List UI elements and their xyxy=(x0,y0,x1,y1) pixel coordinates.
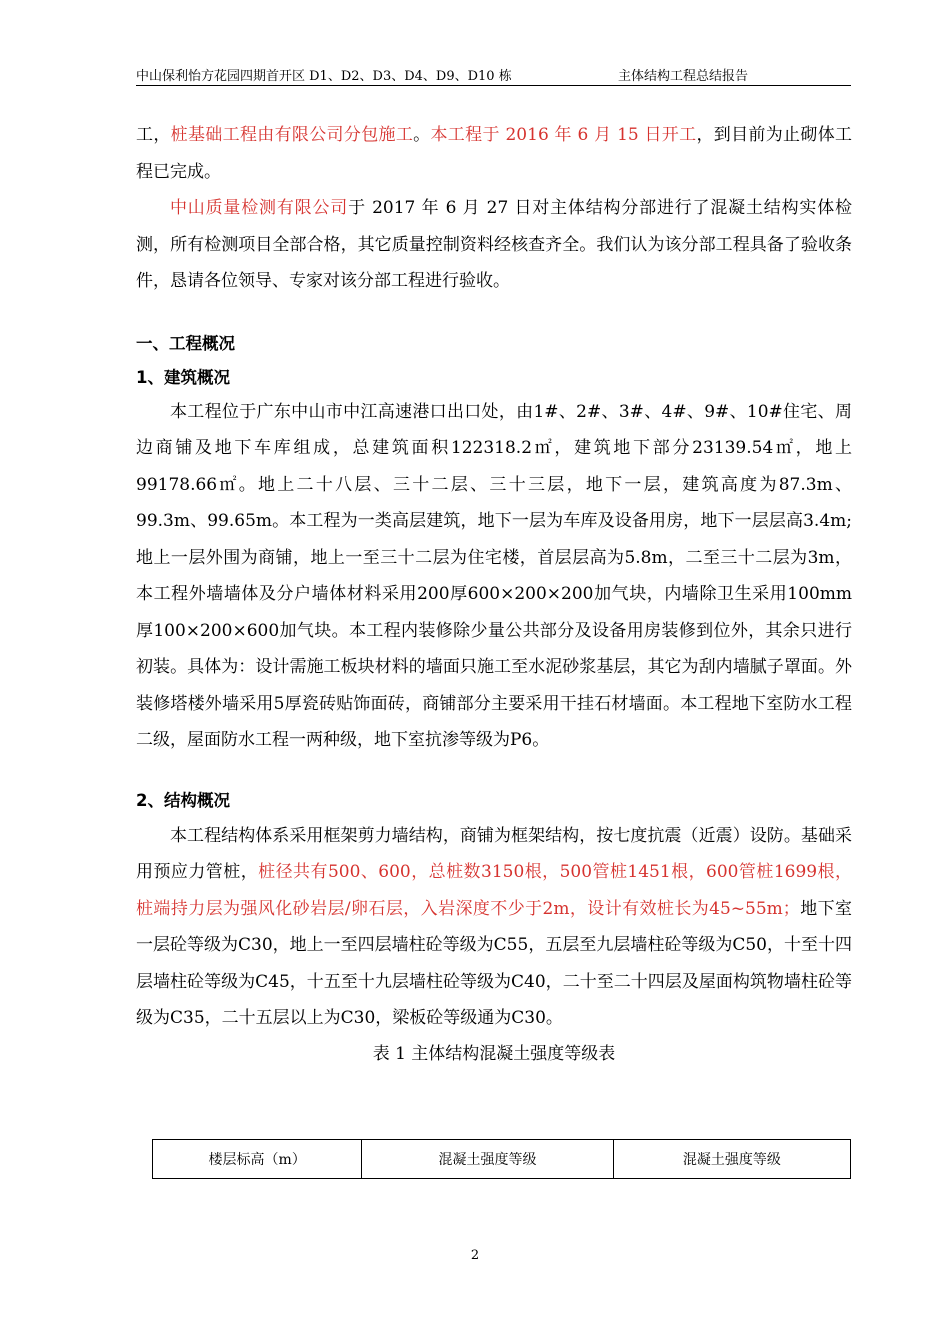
paragraph-text: ，到目前为止砌体工程已完成。 xyxy=(136,125,853,182)
structure-paragraph xyxy=(136,818,852,1037)
section-heading: 一、工程概况 xyxy=(136,333,235,353)
page-header xyxy=(136,63,851,86)
highlighted-text: 本工程于 2016 年 6 月 15 日开工 xyxy=(430,125,697,145)
highlighted-text: 中山质量检测有限公司 xyxy=(170,198,349,218)
table-header-row xyxy=(153,1140,851,1179)
header-project-name: 中山保利怡方花园四期首开区 D1、D2、D3、D4、D9、D10 栋 xyxy=(136,69,512,84)
table-header-cell: 混凝土强度等级 xyxy=(613,1140,850,1179)
highlighted-text: 桩径共有500、600，总桩数3150根，500管桩1451根，600管桩1699根，桩端持力层为强风化砂岩层/卵石层，入岩深度不少于2m，设计有效桩长为45~55m； xyxy=(136,862,852,919)
header-report-title: 主体结构工程总结报告 xyxy=(618,69,749,84)
paragraph-text: 地下室一层砼等级为C30，地上一至四层墙柱砼等级为C55，五层至九层墙柱砼等级为C50，十至十四层墙柱砼等级为C45，十五至十九层墙柱砼等级为C40，二十至二十四层及屋面构筑物墙柱砼等级为C35，二十五层以上为C30，梁板砼等级通为C30。 xyxy=(136,898,853,1028)
paragraph-text: 工， xyxy=(136,125,171,145)
document-body xyxy=(136,117,852,1071)
paragraph-text: 于 2017 年 6 月 27 日对主体结构分部进行了混凝土结构实体检测，所有检测项目全部合格，其它质量控制资料经核查齐全。我们认为该分部工程具备了验收条件，恳请各位领导、专家对该分部工程进行验收。 xyxy=(136,198,853,291)
paragraph-text: 本工程结构体系采用框架剪力墙结构，商铺为框架结构，按七度抗震（近震）设防。基础采用预应力管桩， xyxy=(136,825,852,882)
subsection-heading-architecture: 1、建筑概况 xyxy=(136,367,230,387)
intro-paragraph-2 xyxy=(136,190,852,300)
concrete-grade-table xyxy=(152,1139,851,1179)
paragraph-text: 。 xyxy=(413,125,431,145)
page-number: 2 xyxy=(470,1248,480,1263)
architecture-paragraph: 本工程位于广东中山市中江高速港口出口处，由1#、2#、3#、4#、9#、10#住宅、周边商铺及地下车库组成，总建筑面积122318.2㎡，建筑地下部分23139.54㎡，地上99178.66㎡。地上二十八层、三十二层、三十三层，地下一层，建筑高度为87.3m、99.3m、99.65m。本工程为一类高层建筑，地下一层为车库及设备用房，地下一层层高3.4m;地上一层外围为商铺，地上一至三十二层为住宅楼，首层层高为5.8m，二至三十二层为3m，本工程外墙墙体及分户墙体材料采用200厚600×200×200加气块，内墙除卫生采用100mm 厚100×200×600加气块。本工程内装修除少量公共部分及设备用房装修到位外，其余只进行初装。具体为：设计需施工板块材料的墙面只施工至水泥砂浆基层，其它为刮内墙腻子罩面。外装修塔楼外墙采用5厚瓷砖贴饰面砖，商铺部分主要采用干挂石材墙面。本工程地下室防水工程二级，屋面防水工程一两种级，地下室抗渗等级为P6。 xyxy=(136,401,852,750)
highlighted-text: 桩基础工程由有限公司分包施工 xyxy=(170,125,414,145)
table-caption: 表 1 主体结构混凝土强度等级表 xyxy=(372,1043,616,1064)
subsection-heading-structure: 2、结构概况 xyxy=(136,790,230,810)
intro-paragraph-1 xyxy=(136,117,852,190)
table-header-cell: 楼层标高（m） xyxy=(153,1140,362,1179)
table-header-cell: 混凝土强度等级 xyxy=(362,1140,613,1179)
